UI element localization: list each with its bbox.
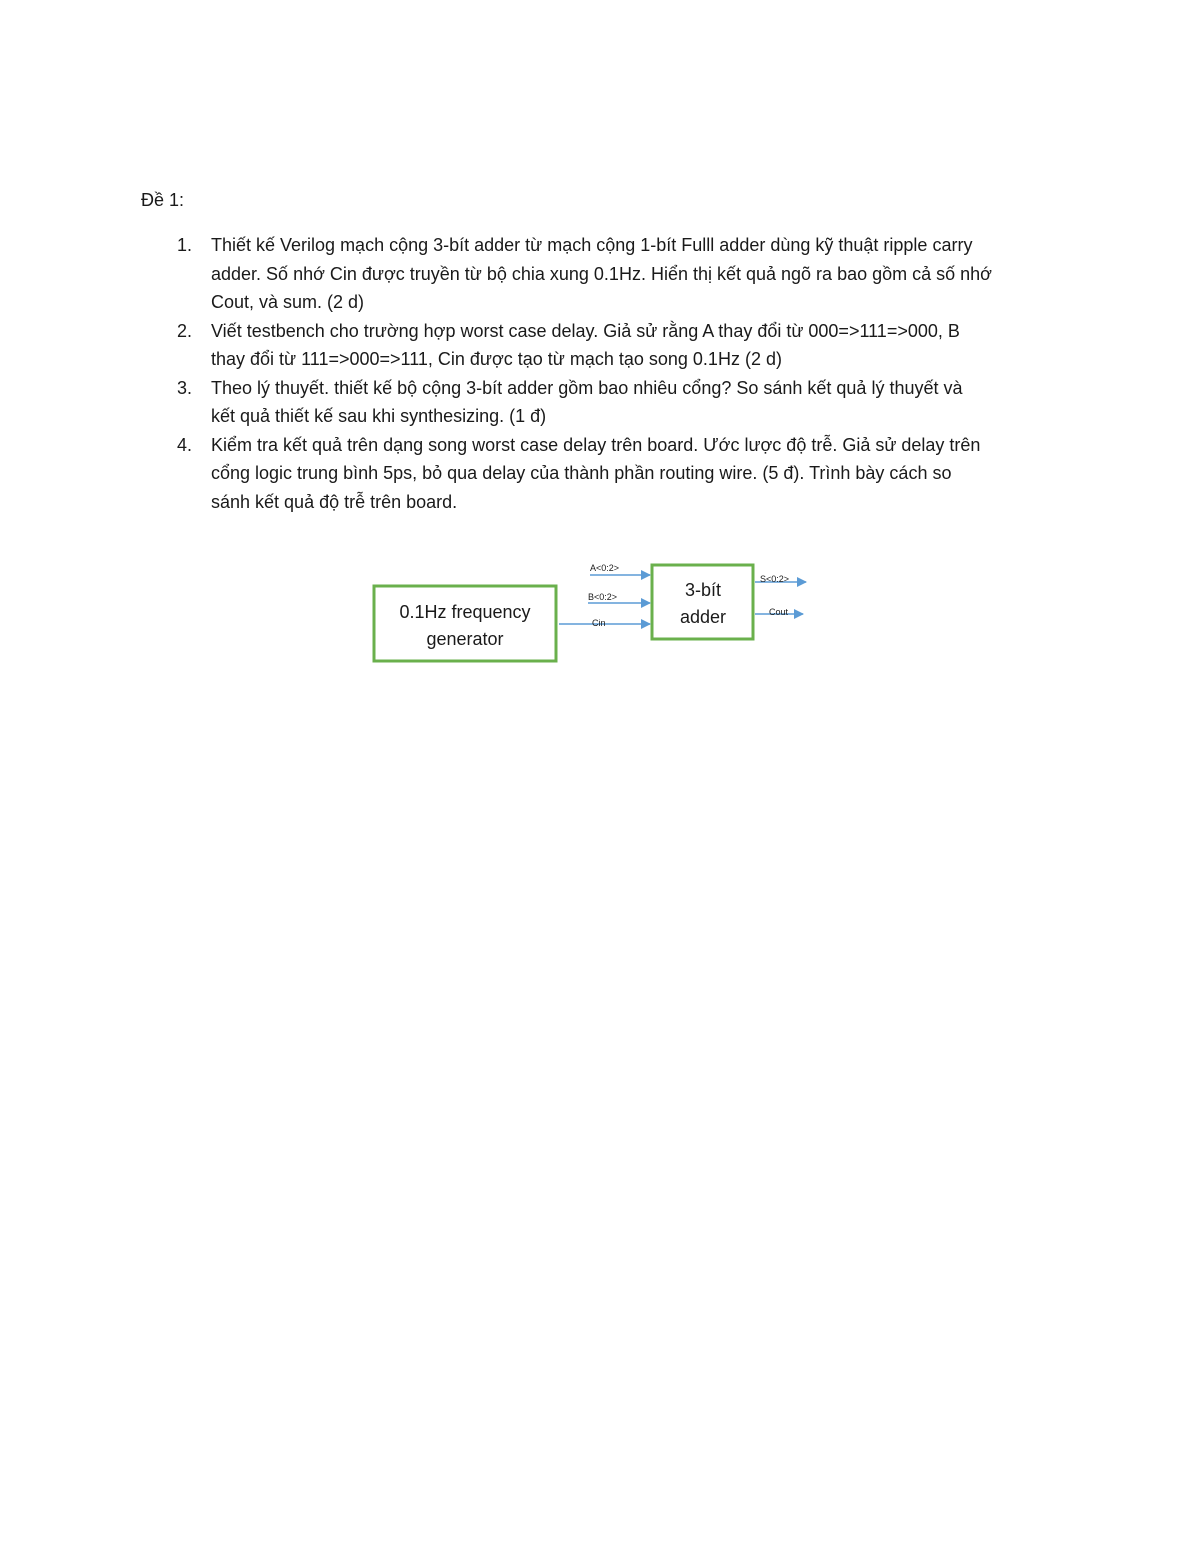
question-line: Thiết kế Verilog mạch cộng 3-bít adder từ mạch cộng 1-bít Fulll adder dùng kỹ thuật ripple carry [211, 235, 973, 255]
block-diagram-svg [360, 555, 820, 670]
input-b-label: B<0:2> [588, 592, 618, 602]
adder-label-line1: 3-bít [684, 580, 722, 600]
output-cout-label: Cout [769, 607, 789, 617]
question-line: thay đổi từ 111=>000=>111, Cin được tạo từ mạch tạo song 0.1Hz (2 d) [211, 349, 782, 369]
output-s-label: S<0:2> [760, 574, 790, 584]
generator-label-line2: generator [426, 629, 504, 649]
question-number: 3. [177, 377, 193, 398]
question-item-3 [170, 374, 1065, 431]
input-a-label: A<0:2> [590, 563, 620, 573]
question-line: Cout, và sum. (2 d) [211, 292, 365, 312]
question-number: 1. [177, 235, 193, 255]
question-line: Kiểm tra kết quả trên dạng song worst case delay trên board. Ước lược độ trễ. Giả sử delay trên [211, 434, 981, 455]
question-item-1 [170, 231, 1065, 317]
generator-box [374, 586, 556, 661]
question-line: Viết testbench cho trường hợp worst case delay. Giả sử rằng A thay đổi từ 000=>111=>000, B [211, 320, 960, 341]
question-line: cổng logic trung bình 5ps, bỏ qua delay của thành phần routing wire. (5 đ). Trình bày cách so [211, 463, 952, 483]
exam-heading: Đề 1: [141, 190, 185, 210]
input-cin-label: Cin [592, 618, 606, 628]
adder-label-line2: adder [679, 607, 727, 627]
question-list [170, 231, 1065, 516]
adder-box [652, 565, 753, 639]
question-line: adder. Số nhớ Cin được truyền từ bộ chia xung 0.1Hz. Hiển thị kết quả ngõ ra bao gồm cả số nhớ [211, 263, 992, 284]
question-item-4 [170, 431, 1065, 517]
question-line: sánh kết quả độ trễ trên board. [211, 491, 458, 512]
block-diagram [360, 555, 820, 675]
question-number: 2. [177, 320, 193, 341]
question-line: kết quả thiết kế sau khi synthesizing. (1 đ) [211, 406, 547, 426]
question-item-2 [170, 317, 1065, 374]
question-number: 4. [177, 434, 193, 455]
question-line: Theo lý thuyết. thiết kế bộ cộng 3-bít adder gồm bao nhiêu cổng? So sánh kết quả lý thuyết và [211, 377, 963, 398]
generator-label-line1: 0.1Hz frequency [399, 602, 531, 622]
